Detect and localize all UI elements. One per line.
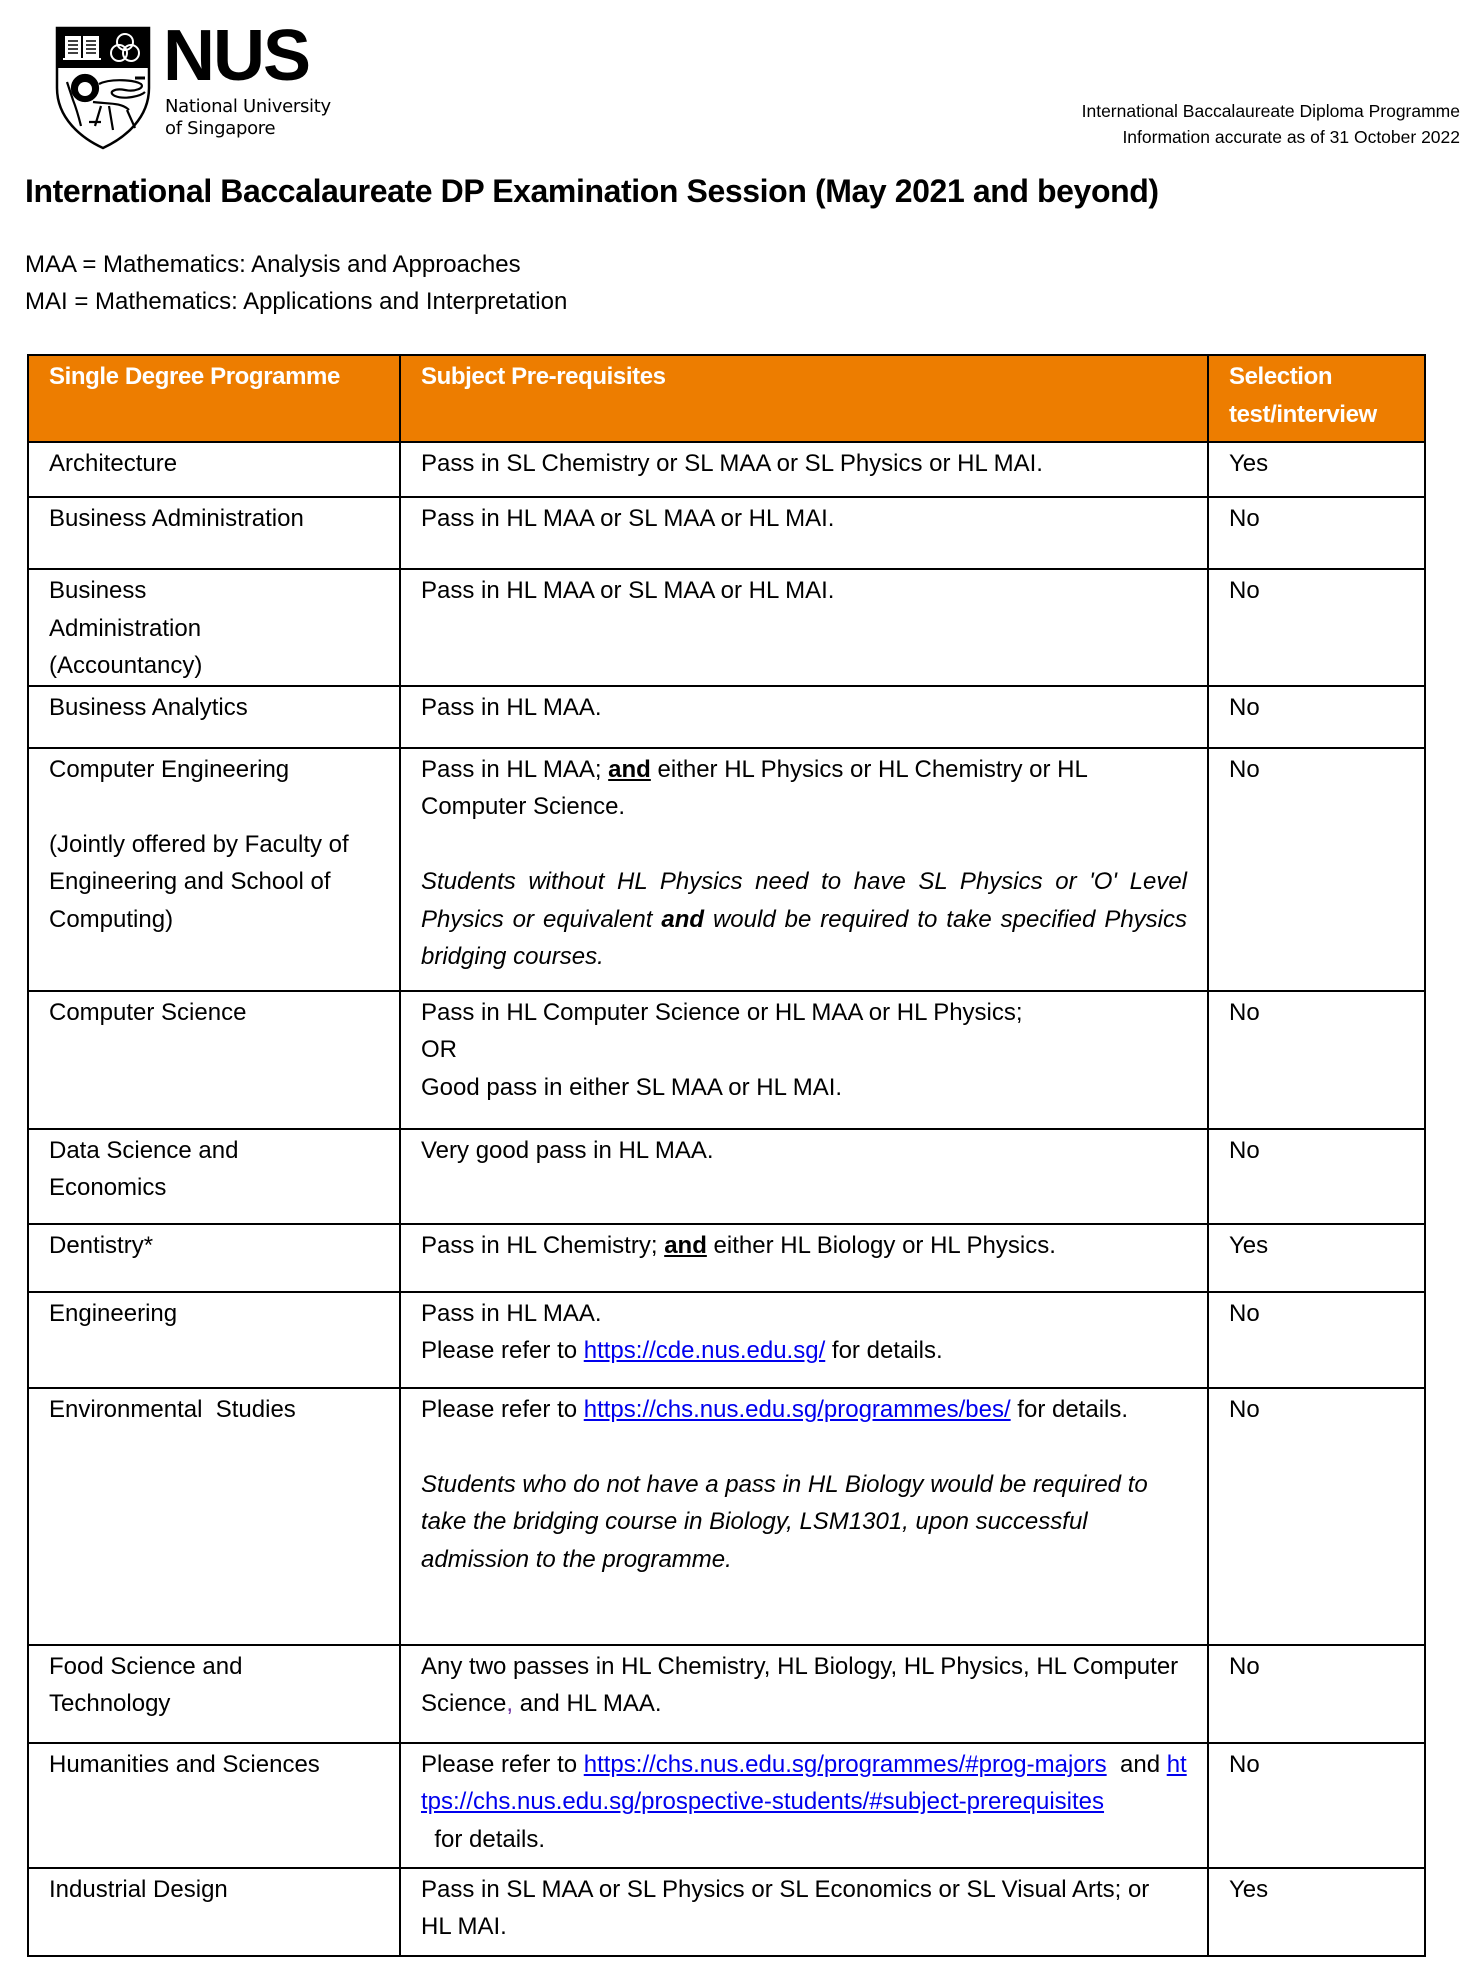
prereq-line: Pass in HL MAA. bbox=[421, 1299, 602, 1327]
prereq-cell: Any two passes in HL Chemistry, HL Biology, HL Physics, HL Computer Science, and HL MAA. bbox=[400, 1645, 1208, 1743]
nus-wordmark: NUS bbox=[163, 16, 310, 96]
prereq-line: Please refer to https://cde.nus.edu.sg/ for details. bbox=[421, 1337, 943, 1364]
document-info bbox=[1082, 98, 1460, 150]
programme-cell: Business Administration bbox=[28, 497, 400, 569]
header-selection-line1: Selection bbox=[1229, 363, 1333, 390]
prerequisites-table bbox=[27, 354, 1426, 1957]
header-programme: Single Degree Programme bbox=[28, 355, 400, 442]
table-row bbox=[28, 1388, 1425, 1645]
prereq-line: Good pass in either SL MAA or HL MAI. bbox=[421, 1073, 843, 1101]
prereq-cell: Pass in HL MAA. bbox=[400, 686, 1208, 748]
programme-cell: Industrial Design bbox=[28, 1868, 400, 1956]
selection-cell: No bbox=[1208, 497, 1425, 569]
selection-cell: No bbox=[1208, 686, 1425, 748]
table-row bbox=[28, 748, 1425, 991]
university-name-line1: National University bbox=[165, 96, 331, 117]
selection-cell: No bbox=[1208, 569, 1425, 686]
selection-cell: No bbox=[1208, 1388, 1425, 1645]
abbreviation-legend bbox=[25, 246, 567, 320]
prereq-text: Please refer to https://chs.nus.edu.sg/programmes/bes/ for details. bbox=[421, 1395, 1129, 1423]
prereq-cell: Pass in HL MAA or SL MAA or HL MAI. bbox=[400, 497, 1208, 569]
abbreviation-maa: MAA = Mathematics: Analysis and Approaches bbox=[25, 251, 521, 278]
selection-cell: Yes bbox=[1208, 1224, 1425, 1292]
table-row bbox=[28, 991, 1425, 1129]
accuracy-date: Information accurate as of 31 October 2022 bbox=[1122, 127, 1460, 147]
prereq-cell: Pass in SL Chemistry or SL MAA or SL Physics or HL MAI. bbox=[400, 442, 1208, 497]
selection-cell: No bbox=[1208, 748, 1425, 991]
table-header-row bbox=[28, 355, 1425, 442]
prereq-cell: Pass in HL Chemistry; and either HL Biology or HL Physics. bbox=[400, 1224, 1208, 1292]
table-row bbox=[28, 1129, 1425, 1224]
prereq-cell: Please refer to https://chs.nus.edu.sg/programmes/#prog-majors and https://chs.nus.edu.sg/prospective-students/#subject-prerequisites for details. bbox=[400, 1743, 1208, 1868]
programme-cell: Dentistry* bbox=[28, 1224, 400, 1292]
table-row bbox=[28, 1743, 1425, 1868]
prereq-cell: Very good pass in HL MAA. bbox=[400, 1129, 1208, 1224]
programme-cell: Humanities and Sciences bbox=[28, 1743, 400, 1868]
prereq-note: Students who do not have a pass in HL Biology would be required to take the bridging course in Biology, LSM1301, upon successful admission to the programme. bbox=[421, 1470, 1148, 1573]
programme-cell: Architecture bbox=[28, 442, 400, 497]
programme-note: (Jointly offered by Faculty of Engineering and School of Computing) bbox=[49, 830, 349, 933]
emphasis-and: and bbox=[661, 905, 705, 933]
abbreviation-mai: MAI = Mathematics: Applications and Interpretation bbox=[25, 288, 568, 315]
prereq-note: Students without HL Physics need to have SL Physics or 'O' Level Physics or equivalent and would be required to take specified Physics bridging courses. bbox=[421, 868, 1188, 970]
table-row bbox=[28, 1868, 1425, 1956]
selection-cell: No bbox=[1208, 1129, 1425, 1224]
prereq-cell bbox=[400, 991, 1208, 1129]
programme-label: International Baccalaureate Diploma Programme bbox=[1081, 101, 1460, 121]
table-row bbox=[28, 1292, 1425, 1388]
table-row bbox=[28, 442, 1425, 497]
prereq-cell bbox=[400, 748, 1208, 991]
programme-name: Computer Engineering bbox=[49, 755, 290, 783]
table-row bbox=[28, 497, 1425, 569]
bes-link[interactable]: https://chs.nus.edu.sg/programmes/bes/ bbox=[583, 1395, 1011, 1423]
selection-cell: Yes bbox=[1208, 442, 1425, 497]
prereq-cell: Pass in HL MAA or SL MAA or HL MAI. bbox=[400, 569, 1208, 686]
prereq-text: Pass in HL MAA; and either HL Physics or HL Chemistry or HL Computer Science. bbox=[421, 755, 1087, 820]
prereq-line: Pass in HL Computer Science or HL MAA or HL Physics; bbox=[421, 998, 1023, 1026]
programme-cell: Environmental Studies bbox=[28, 1388, 400, 1645]
prereq-cell bbox=[400, 1388, 1208, 1645]
header-selection-line2: test/interview bbox=[1229, 400, 1377, 428]
chs-programmes-link[interactable]: https://chs.nus.edu.sg/programmes/#prog-majors bbox=[583, 1750, 1107, 1778]
table-row bbox=[28, 686, 1425, 748]
emphasis-and: and bbox=[664, 1231, 707, 1259]
page-title: International Baccalaureate DP Examination Session (May 2021 and beyond) bbox=[25, 173, 1159, 209]
cde-link[interactable]: https://cde.nus.edu.sg/ bbox=[583, 1337, 826, 1364]
programme-cell: Food Science and Technology bbox=[28, 1645, 400, 1743]
programme-cell: Business Analytics bbox=[28, 686, 400, 748]
programme-line: (Accountancy) bbox=[49, 652, 203, 679]
table-row bbox=[28, 569, 1425, 686]
programme-line: Administration bbox=[49, 614, 202, 642]
nus-crest-icon bbox=[55, 26, 151, 150]
programme-cell: Engineering bbox=[28, 1292, 400, 1388]
selection-cell: No bbox=[1208, 991, 1425, 1129]
chs-prerequisites-link[interactable]: https://chs.nus.edu.sg/prospective-students/#subject-prerequisites bbox=[421, 1750, 1187, 1815]
selection-cell: No bbox=[1208, 1743, 1425, 1868]
programme-cell bbox=[28, 569, 400, 686]
header-selection bbox=[1208, 355, 1425, 442]
table-row bbox=[28, 1224, 1425, 1292]
university-name-line2: of Singapore bbox=[165, 118, 276, 139]
selection-cell: No bbox=[1208, 1645, 1425, 1743]
prereq-line: OR bbox=[421, 1036, 457, 1063]
emphasis-and: and bbox=[608, 755, 651, 783]
prereq-cell: Pass in SL MAA or SL Physics or SL Economics or SL Visual Arts; or HL MAI. bbox=[400, 1868, 1208, 1956]
programme-cell: Computer Science bbox=[28, 991, 400, 1129]
table-row bbox=[28, 1645, 1425, 1743]
programme-line: Business bbox=[49, 577, 147, 604]
selection-cell: Yes bbox=[1208, 1868, 1425, 1956]
programme-cell: Data Science and Economics bbox=[28, 1129, 400, 1224]
programme-cell bbox=[28, 748, 400, 991]
header-prerequisites: Subject Pre-requisites bbox=[400, 355, 1208, 442]
prereq-cell bbox=[400, 1292, 1208, 1388]
selection-cell: No bbox=[1208, 1292, 1425, 1388]
nus-logo bbox=[55, 16, 335, 154]
